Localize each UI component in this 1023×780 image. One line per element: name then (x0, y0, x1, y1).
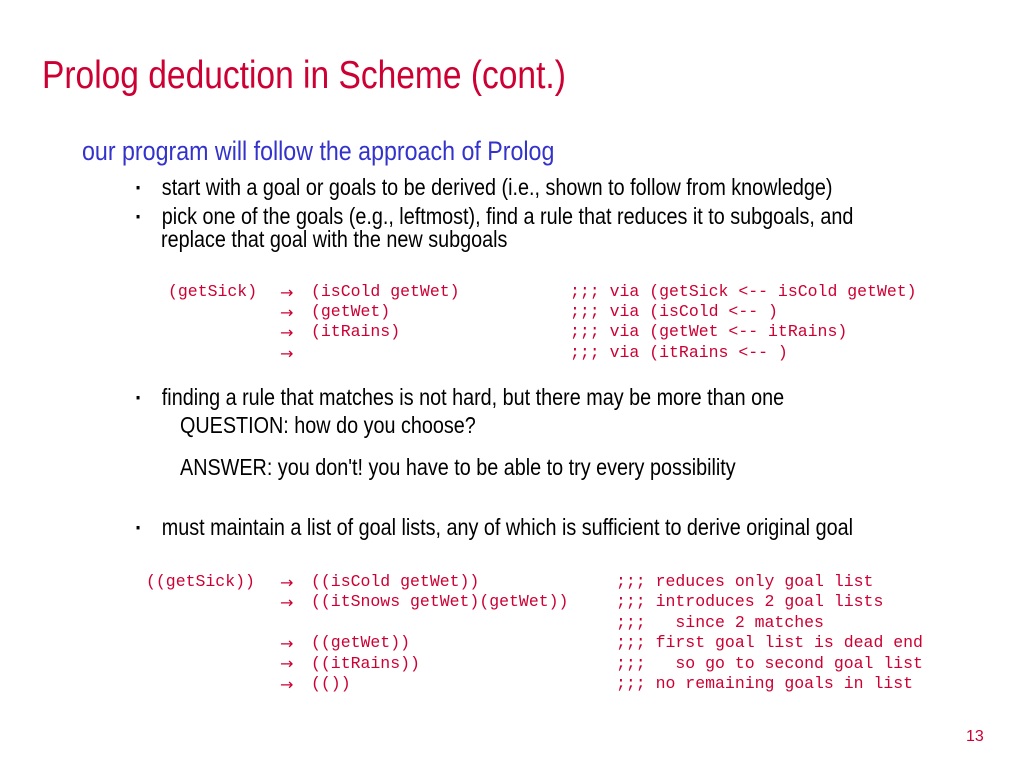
code2-comment: ;;; first goal list is dead end (616, 633, 923, 652)
bullet-marker: ▪ (136, 208, 141, 224)
arrow-icon: → (280, 323, 294, 342)
bullet-2-continuation: replace that goal with the new subgoals (161, 226, 508, 252)
code1-comment: ;;; via (itRains <-- ) (570, 343, 788, 362)
code2-comment: ;;; reduces only goal list (616, 572, 874, 591)
slide-title: Prolog deduction in Scheme (cont.) (42, 54, 566, 97)
arrow-icon: → (280, 675, 294, 694)
arrow-icon: → (280, 634, 294, 653)
code2-comment: ;;; introduces 2 goal lists (616, 592, 884, 611)
bullet-text: pick one of the goals (e.g., leftmost), find a rule that reduces it to subgoals, and (161, 203, 854, 229)
arrow-icon: → (280, 303, 294, 322)
bullet-2 (136, 205, 853, 227)
arrow-icon: → (280, 344, 294, 363)
page-number: 13 (966, 728, 984, 745)
code2-goal: ((isCold getWet)) (311, 572, 480, 591)
code1-goal: (isCold getWet) (311, 282, 460, 301)
bullet-text: start with a goal or goals to be derived (i.e., shown to follow from knowledge) (161, 174, 833, 200)
code1-goal: (itRains) (311, 322, 401, 341)
code2-goal: ((getWet)) (311, 633, 411, 652)
arrow-icon: → (280, 283, 294, 302)
code1-comment: ;;; via (getWet <-- itRains) (570, 322, 848, 341)
answer-text: ANSWER: you don't! you have to be able to try every possibility (180, 454, 736, 480)
code2-goal: (()) (311, 674, 351, 693)
bullet-3 (136, 386, 784, 408)
code2-comment: ;;; no remaining goals in list (616, 674, 914, 693)
bullet-text: must maintain a list of goal lists, any of which is sufficient to derive original goal (161, 514, 853, 540)
bullet-1 (136, 176, 832, 198)
code1-start: (getSick) (168, 282, 258, 301)
code2-goal: ((itSnows getWet)(getWet)) (311, 592, 569, 611)
arrow-icon: → (280, 654, 294, 673)
question-text: QUESTION: how do you choose? (180, 412, 476, 438)
arrow-icon: → (280, 573, 294, 592)
subtitle: our program will follow the approach of Prolog (82, 136, 555, 166)
code1-comment: ;;; via (isCold <-- ) (570, 302, 778, 321)
code2-goal: ((itRains)) (311, 654, 420, 673)
arrow-icon: → (280, 593, 294, 612)
code2-comment: ;;; since 2 matches (616, 613, 824, 632)
code2-comment: ;;; so go to second goal list (616, 654, 923, 673)
bullet-4 (136, 516, 853, 538)
code1-comment: ;;; via (getSick <-- isCold getWet) (570, 282, 917, 301)
bullet-marker: ▪ (136, 389, 141, 405)
bullet-text: finding a rule that matches is not hard, but there may be more than one (161, 384, 785, 410)
code2-start: ((getSick)) (146, 572, 255, 591)
bullet-marker: ▪ (136, 519, 141, 535)
code1-goal: (getWet) (311, 302, 391, 321)
bullet-marker: ▪ (136, 179, 141, 195)
